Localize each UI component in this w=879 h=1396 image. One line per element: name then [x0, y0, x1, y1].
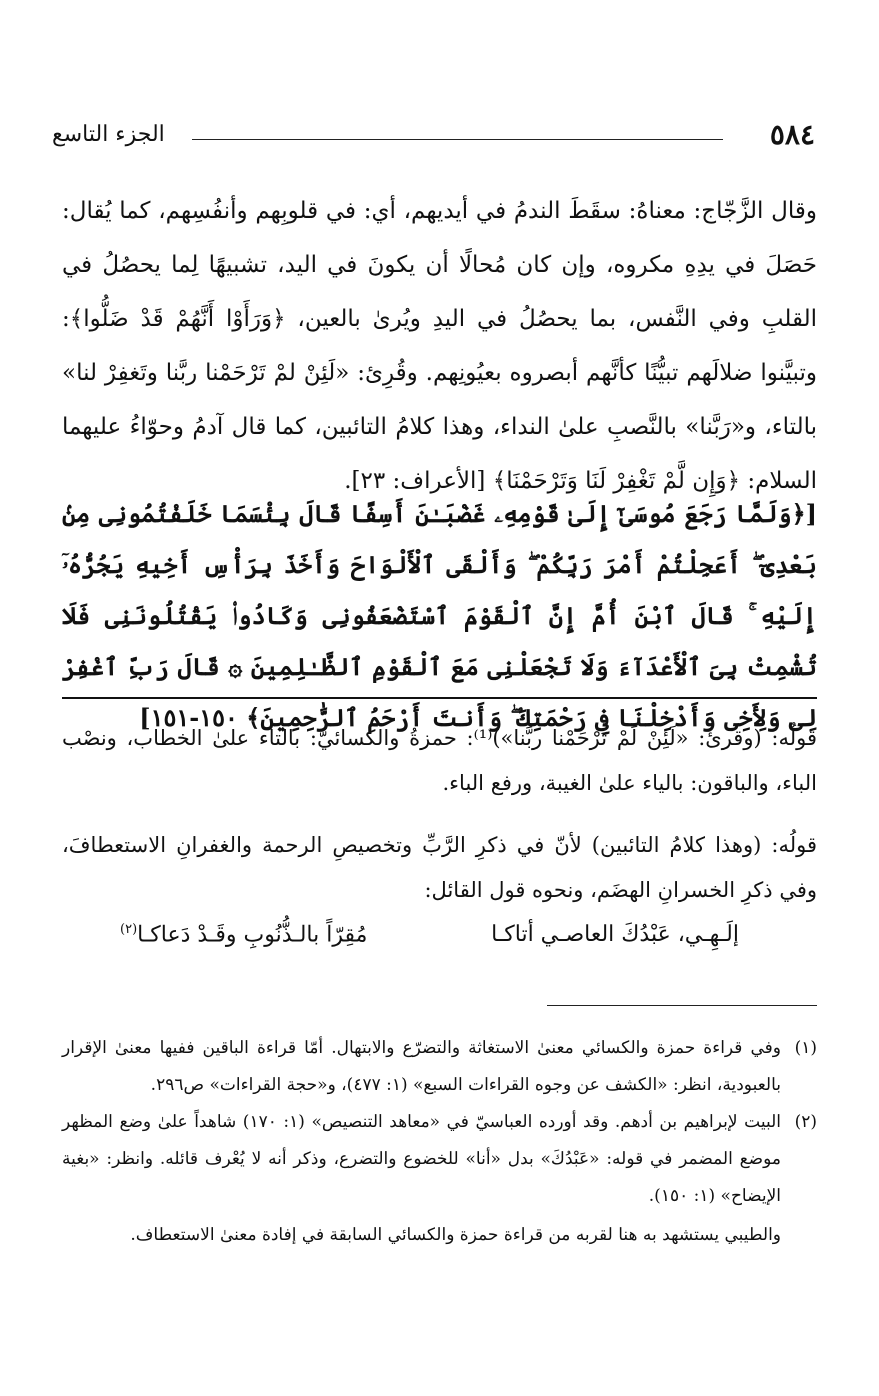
footnote-1-text: وفي قراءة حمزة والكسائي معنىٰ الاستغاثة والتضرّع والابتهال. أمّا قراءة الباقين ففيها معنىٰ الإقرار بالعبودية، انظر: «الكشف عن وجوه القراءات السبع» (١: ٤٧٧)، و«حجة القراءات» ص٢٩٦.: [62, 1038, 781, 1095]
footnote-divider: [547, 1005, 817, 1006]
volume-title: الجزء التاسع: [52, 122, 165, 147]
poem-verse: [120, 922, 759, 966]
page-header: [52, 118, 815, 158]
footnote-marker: (٢): [120, 922, 138, 937]
footnote-2-number: (٢): [794, 1112, 817, 1132]
poem-hemistich-1: إلَـهِـي، عَبْدُكَ العاصـي أتاكـا: [491, 922, 739, 947]
footnotes: [62, 1030, 817, 1254]
quran-verse-text: [﴿وَلَمَّا رَجَعَ مُوسَىٰٓ إِلَىٰ قَوْمِهِۦ غَضْبَـٰنَ أَسِفًا قَالَ بِئْسَمَا خَلَفْتُمُونِى مِنۢ بَعْدِىٓ ۖ أَعَجِلْتُمْ أَمْرَ رَبِّكُمْ ۖ وَأَلْقَى ٱلْأَلْوَاحَ وَأَخَذَ بِرَأْسِ أَخِيهِ يَجُرُّهُۥٓ إِلَيْهِ ۚ قَالَ ٱبْنَ أُمَّ إِنَّ ٱلْقَوْمَ ٱسْتَضْعَفُونِى وَكَادُوا۟ يَقْتُلُونَنِى فَلَا تُشْمِتْ بِىَ ٱلْأَعْدَآءَ وَلَا تَجْعَلْنِى مَعَ ٱلْقَوْمِ ٱلظَّـٰلِمِينَ ۞ قَالَ رَبِّ ٱغْفِرْ لِى وَلِأَخِى وَأَدْخِلْنَا فِى رَحْمَتِكَ ۖ وَأَنتَ أَرْحَمُ ٱلرَّٰحِمِينَ﴾ ١٥٠-١٥١]: [62, 499, 817, 732]
footnote-1-number: (١): [794, 1038, 817, 1058]
footnote-2-text: البيت لإبراهيم بن أدهم. وقد أورده العباسيّ في «معاهد التنصيص» (١: ١٧٠) شاهداً علىٰ وضع المظهر موضع المضمر في قوله: «عَبْدُكَ» بدل «أنا» للخضوع والتضرع، وذكر أنه لا يُعْرف قائله. وانظر: «بغية الإيضاح» (١: ١٥٠).: [62, 1112, 781, 1206]
page-number: ٥٨٤: [769, 118, 815, 151]
main-text: [62, 184, 817, 508]
poem-hemistich-2: مُقِرّاً بالـذُّنُوبِ وقَـدْ دَعاكـا: [137, 922, 368, 948]
commentary-paragraph-1: قولُه: (وقرئ: «لَئِنْ لَمْ تَرْحَمْنا ربَّنا»)⁽¹⁾: حمزةُ والكسائيّ: بالتاء علىٰ الخطاب، ونصْب الباء، والباقون: بالياء علىٰ الغيبة، ورفع الباء.: [62, 726, 817, 795]
footnote-2-continuation: والطيبي يستشهد به هنا لقربه من قراءة حمزة والكسائي السابقة في إفادة معنىٰ الاستعطاف.: [130, 1225, 781, 1245]
quran-verse-block: [62, 488, 817, 743]
main-paragraph: وقال الزَّجّاج: معناهُ: سقَطَ الندمُ في أيديهم، أي: في قلوبِهم وأنفُسِهم، كما يُقال: حَصَلَ في يدِهِ مكروه، وإن كان مُحالًا أن يكونَ في اليد، تشبيهًا لِما يحصُلُ في القلبِ وفي النَّفس، بما يحصُلُ في اليدِ ويُرىٰ بالعين، ﴿وَرَأَوْا أَنَّهُمْ قَدْ ضَلُّوا﴾: وتبيَّنوا ضلالَهم تبيُّنًا كأنَّهم أبصروه بعيُونِهم. وقُرِئ: «لَئِنْ لمْ تَرْحَمْنا ربَّنا وتَغفِرْ لنا» بالتاء، و«رَبَّنا» بالنَّصبِ علىٰ النداء، وهذا كلامُ التائبين، كما قال آدمُ وحوّاءُ عليهما السلام: ﴿وَإِن لَّمْ تَغْفِرْ لَنَا وَتَرْحَمْنَا﴾ [الأعراف: ٢٣].: [62, 198, 817, 494]
header-rule: [192, 139, 723, 140]
commentary-paragraph-2: قولُه: (وهذا كلامُ التائبين) لأنّ في ذكرِ الرَّبِّ وتخصيصِ الرحمة والغفرانِ الاستعطافَ، وفي ذكرِ الخسرانِ الهضَم، ونحوه قول القائل:: [62, 833, 817, 902]
poem-hemistich-2-wrapper: [120, 922, 367, 947]
footnote-2: [62, 1104, 817, 1215]
section-divider: [62, 697, 817, 699]
commentary: [62, 716, 817, 930]
footnote-1: [62, 1030, 817, 1104]
